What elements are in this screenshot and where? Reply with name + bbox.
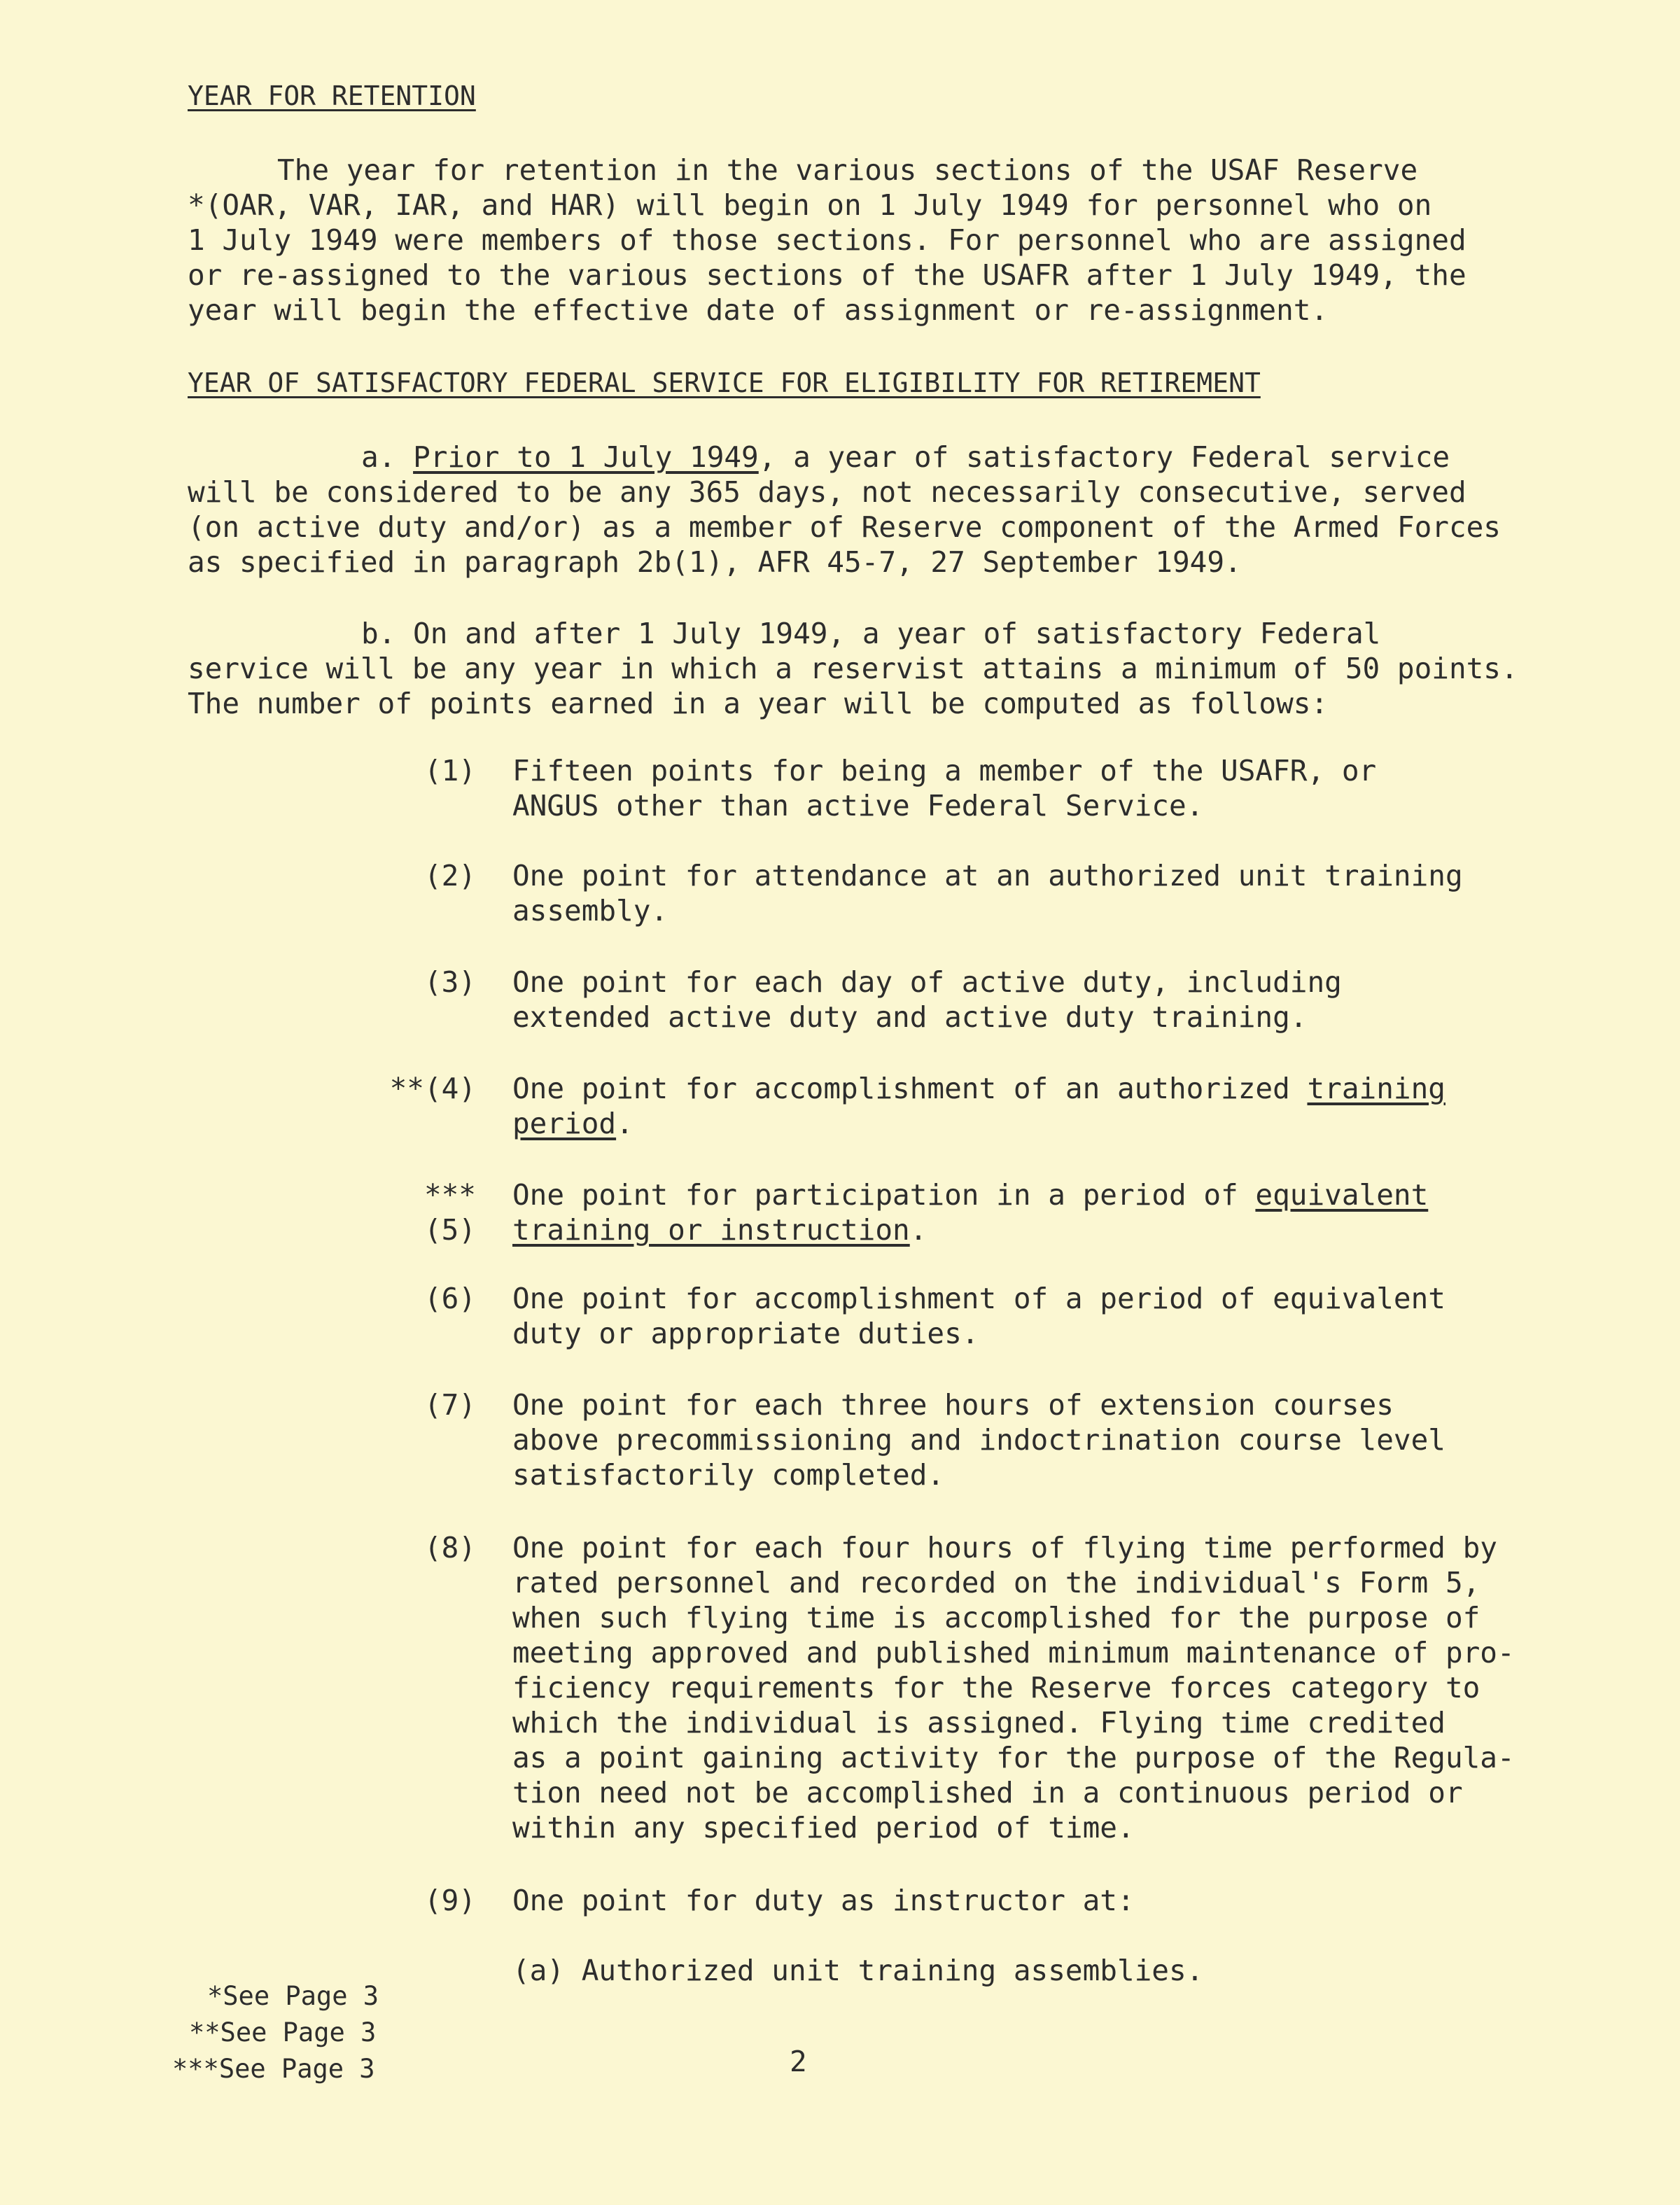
page-number: 2 [790,2045,807,2078]
item-number: (8) [424,1531,476,1564]
text-line [188,440,1501,475]
item-number: **(4) [389,1072,476,1105]
footnote: *See Page 3 [207,1981,379,2011]
text-line: One point for each day of active duty, including [512,965,1342,999]
text-line: extended active duty and active duty training. [512,1000,1308,1034]
paragraph-b [188,616,1518,721]
item-text-underlined: training or instruction [512,1213,910,1247]
item-number: (3) [424,965,476,999]
text-line: One point for each three hours of extension courses [512,1388,1394,1422]
paragraph-a-underlined: Prior to 1 July 1949 [413,440,759,474]
item-text-underlined: training [1307,1072,1446,1105]
text-line: which the individual is assigned. Flying time credited [512,1706,1446,1740]
list-item [512,1883,1135,1918]
text-line: b. On and after 1 July 1949, a year of satisfactory Federal [361,617,1381,650]
paragraph-a-label: a. [361,440,396,474]
item-number: (1) [424,754,476,788]
text-line: One point for attendance at an authorized unit training [512,859,1463,892]
text-line: assembly. [512,894,668,927]
item-text: One point for accomplishment of an authorized [512,1072,1308,1105]
list-item [512,753,1376,823]
text-line: above precommissioning and indoctrination course level [512,1423,1446,1457]
text-line: The number of points earned in a year will be computed as follows: [188,687,1329,720]
text-line: rated personnel and recorded on the individual's Form 5, [512,1566,1480,1600]
text-line: Fifteen points for being a member of the USAFR, or [512,754,1377,788]
item-number: (7) [424,1388,476,1422]
text-line: when such flying time is accomplished for the purpose of [512,1601,1480,1634]
text-line: One point for each four hours of flying time performed by [512,1531,1497,1564]
text-line [512,1071,1446,1106]
satisfactory-heading: YEAR OF SATISFACTORY FEDERAL SERVICE FOR ELIGIBILITY FOR RETIREMENT [188,368,1261,398]
footnote: ***See Page 3 [172,2054,375,2084]
list-item [512,1387,1446,1492]
text-line [512,1212,1428,1247]
list-item [512,965,1342,1035]
item-number: (9) [424,1884,476,1917]
footnote: **See Page 3 [189,2017,377,2047]
text-line: ANGUS other than active Federal Service. [512,789,1204,822]
item-number: (2) [424,859,476,892]
text-line: as a point gaining activity for the purpose of the Regula- [512,1741,1515,1774]
paragraph-a [188,440,1501,580]
item-text-underlined: equivalent [1255,1178,1429,1212]
text-line: meeting approved and published minimum maintenance of pro- [512,1636,1515,1670]
list-item [512,1530,1515,1845]
text-line: or re-assigned to the various sections of the USAFR after 1 July 1949, the [188,258,1466,292]
item-number: (6) [424,1282,476,1315]
text-line: (on active duty and/or) as a member of Reserve component of the Armed Forces [188,510,1501,544]
text-line [512,1106,1446,1141]
text-line: The year for retention in the various sections of the USAF Reserve [277,153,1418,187]
text-line: satisfactorily completed. [512,1458,945,1492]
item-number: ***(5) [424,1178,476,1247]
list-item [512,1281,1446,1351]
text-line: service will be any year in which a reservist attains a minimum of 50 points. [188,652,1518,685]
text-line: ficiency requirements for the Reserve forces category to [512,1671,1480,1704]
text-line: year will begin the effective date of assignment or re-assignment. [188,293,1329,327]
retention-heading: YEAR FOR RETENTION [188,80,476,111]
text-line [512,1177,1428,1212]
text-line: within any specified period of time. [512,1811,1135,1844]
item-text-underlined: period [512,1107,617,1140]
text-line: One point for duty as instructor at: [512,1884,1135,1917]
text-line: duty or appropriate duties. [512,1317,979,1350]
text-line: as specified in paragraph 2b(1), AFR 45-7, 27 September 1949. [188,545,1242,579]
list-item [512,858,1463,928]
list-item [512,1071,1446,1141]
retention-paragraph [188,153,1466,328]
paragraph-a-rest: , a year of satisfactory Federal service [758,440,1450,474]
item-text: One point for participation in a period of [512,1178,1256,1212]
item-text: . [909,1213,927,1247]
text-line: *(OAR, VAR, IAR, and HAR) will begin on 1 July 1949 for personnel who on [188,188,1432,222]
text-line: 1 July 1949 were members of those sections. For personnel who are assigned [188,223,1466,257]
sub-item: (a) Authorized unit training assemblies. [512,1954,1204,1987]
text-line: will be considered to be any 365 days, not necessarily consecutive, served [188,475,1466,509]
item-text: . [616,1107,634,1140]
text-line: One point for accomplishment of a period of equivalent [512,1282,1446,1315]
list-item [512,1177,1428,1247]
text-line: tion need not be accomplished in a continuous period or [512,1776,1463,1809]
